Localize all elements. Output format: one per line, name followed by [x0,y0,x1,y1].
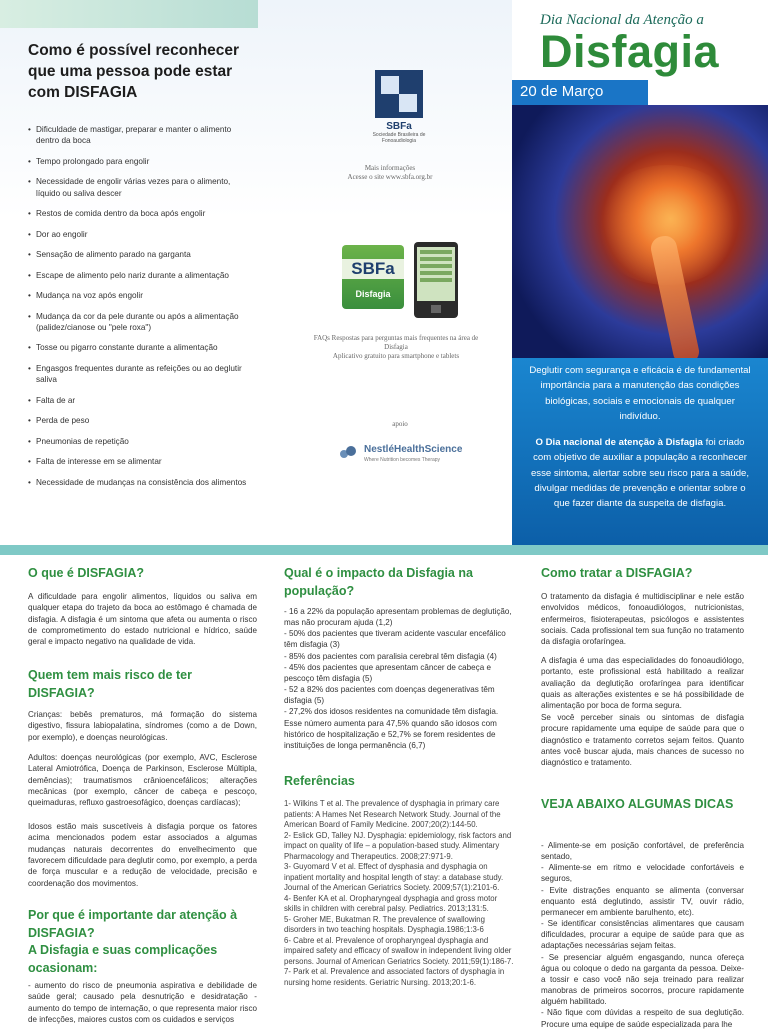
symptom-item: • Dificuldade de mastigar, preparar e manter o alimento dentro da boca [28,124,248,147]
aplicativo-text: Aplicativo gratuito para smartphone e tablets [332,352,460,361]
symptoms-list [28,124,248,497]
idosos-paragraph: Idosos estão mais suscetíveis à disfagia porque os fatores acima mencionados podem estar associados a algumas mudanças naturais decorrentes do envelhecimento que favorecem dificuldade para deglutir como, por exemplo, a perda de força muscular e a redução de velocidade, precisão e coordenação dos movimentos. [28,822,258,888]
symptom-item: • Necessidade de engolir várias vezes para o alimento, líquido ou saliva descer [28,176,248,199]
por-que-heading-line2: A Disfagia e suas complicações ocasionam: [28,943,218,975]
symptom-item: • Pneumonias de repetição [28,436,248,447]
dica-item: - Não fique com dúvidas a respeito de sua deglutição. Procure uma equipe de saúde especializada para lhe [541,1008,744,1029]
smartphone-icon [414,242,458,318]
mais-informacoes [320,164,460,182]
como-tratar-heading: Como tratar a DISFAGIA? [541,566,693,580]
o-que-e-heading: O que é DISFAGIA? [28,566,144,580]
impacto-item: - 27,2% dos idosos residentes na comunidade têm disfagia. Esse número aumenta para 47,5% quando são idosos com histórico de hospitalização e 52,7% se forem residentes de instituições de longa permanência (6,7) [284,707,499,750]
nestle-bird-icon [338,444,358,460]
impacto-item: - 52 a 82% dos pacientes com doenças degenerativas têm disfagia (5) [284,685,495,706]
referencias-heading: Referências [284,774,355,788]
impacto-item: - 50% dos pacientes que tiveram acidente vascular encefálico têm disfagia (3) [284,629,506,650]
symptom-item: • Restos de comida dentro da boca após engolir [28,208,248,219]
referencia-item: 1- Wilkins T et al. The prevalence of dysphagia in primary care patients: A Hames Net Research Network Study. Journal of the American Board of Family Medicine. 2007;20(2):144-50. [284,799,501,830]
por-que-heading [28,907,257,977]
app-subtitle: Disfagia [355,289,391,299]
col2-top-bar [256,545,512,555]
faqs-text: FAQs Respostas para perguntas mais frequentes na área de Disfagia [313,334,479,352]
mais-info-label: Mais informações [364,164,416,172]
veja-dicas-heading: VEJA ABAIXO ALGUMAS DICAS [541,797,734,811]
symptom-item: • Engasgos frequentes durante as refeições ou ao deglutir saliva [28,363,248,386]
referencia-item: 4- Benfer KA et al. Oropharyngeal dysphagia and gross motor skills in children with cerebral palsy. Pediatrics. 2013;131:5. [284,893,498,914]
deglutir-paragraph: Deglutir com segurança e eficácia é de fundamental importância para a manutenção das condições biológicas, sociais e emocionais de qualquer indivíduo. [529,365,751,423]
symptom-item: • Falta de ar [28,395,248,406]
col1-top-bar [0,545,256,555]
o-que-e-paragraph: A dificuldade para engolir alimentos, líquidos ou saliva em qualquer etapa do trajeto da boca ao estômago é chamada de disfagia. A disfagia é um sintoma que afeta ou aumenta o risco de comprometimento do estado nutricional e hídrico, saúde geral e impacto negativo na qualidade de vida. [28,592,257,647]
impacto-heading: Qual é o impacto da Disfagia na população? [284,566,473,598]
impacto-item: - 16 a 22% da população apresentam problemas de deglutição, mas não procuram ajuda (1,2) [284,607,512,628]
app-icon [342,245,404,309]
quem-tem-heading: Quem tem mais risco de ter DISFAGIA? [28,668,192,700]
dicas-list [541,840,744,1030]
throat-xray-illustration [512,105,768,358]
nestle-tagline: Where Nutrition becomes Therapy [364,457,441,463]
logo-name: SBFa [386,121,412,132]
adultos-paragraph: Adultos: doenças neurológicas (por exemplo, AVC, Esclerose Lateral Amiotrófica, Doença de Parkinson, Esclerose Múltipla, demências); traumatismos crânioencefálicos; alterações mecânicas (por exemplo, câncer de cabeça e pescoço, queimaduras, refluxo gastroesofágico, doenças cardíacas); [28,753,257,808]
referencia-item: 6- Cabre et al. Prevalence of oropharyngeal dysphagia and impaired safety and efficacy of swallow in independent living older persons. Journal of American Geriatrics Society. 2011;59(1):186-7. [284,935,514,966]
logo-subtitle: Sociedade Brasileira de Fonoaudiologia [372,132,426,144]
dica-item: - Se identificar consistências alimentares que causam dificuldades, procurar a equipe de saúde para que as adaptações necessárias sejam feitas. [541,919,744,951]
faqs-info [306,334,486,361]
referencia-item: 7- Park et al. Prevalence and associated factors of dysphagia in nursing home residents. Geriatric Nursing. 2013;20:1-6. [284,967,505,987]
dia-nacional-paragraph [528,435,752,512]
referencias-list [284,799,514,988]
symptom-item: • Falta de interesse em se alimentar [28,456,248,467]
dica-item: - Se presenciar alguém engasgando, nunca ofereça água ou coloque o dedo na garganta da pessoa. Deixe-a tossir e caso você não seja treinado para realizar manobras de primeiros socorros, procure rapidamente alguém habilitado. [541,952,744,1007]
symptom-item: • Sensação de alimento parado na garganta [28,249,248,260]
col3-top-bar [512,545,768,555]
referencia-item: 5- Groher ME, Bukatman R. The prevalence of swallowing disorders in two teaching hospitals. Dysphagia.1986;1:3-6 [284,914,485,935]
sbfa-logo [363,70,435,144]
tratar-paragraph-1: O tratamento da disfagia é multidisciplinar e nele estão envolvidos médicos, fonoaudiólogos, nutricionistas, enfermeiros, fisioterapeutas, psicólogos e assistentes sociais. Cada profissional tem sua função no tratamento da disfagia orofaríngea. [541,592,744,647]
acesse-site-link[interactable]: Acesse o site www.sbfa.org.br [347,173,433,182]
dia-nacional-text: foi criado com objetivo de auxiliar a população a reconhecer esse sintoma, alertar sobre seu risco para a saúde, divulgar medidas de prevenção e orientar sobre o que fazer diante da suspeita de disfagia. [530,437,750,510]
dica-item: - Evite distrações enquanto se alimenta (conversar enquanto está deglutindo, assistir TV, ouvir rádio, permanecer em ambiente barulhento, etc). [541,885,744,917]
app-title: SBFa [342,259,404,279]
symptom-item: • Tempo prolongado para engolir [28,156,248,167]
dia-nacional-title: Dia Nacional da Atenção a [540,12,704,28]
impacto-list [284,606,514,751]
tratar-paragraph-3: Se você perceber sinais ou sintomas de disfagia procure rapidamente uma equipe de saúde para que o diagnóstico e tratamento corretos sejam feitos. Quanto antes você buscar ajuda, mais chances de sucesso no diagnóstico e tratamento. [541,713,744,768]
impacto-item: - 85% dos pacientes com paralisia cerebral têm disfagia (4) [284,651,497,661]
apoio-label: apoio [392,420,408,428]
disfagia-title: Disfagia [540,26,720,77]
symptom-item: • Mudança na voz após engolir [28,290,248,301]
dica-item: - Alimente-se em posição confortável, de preferência sentado, [541,841,744,862]
reconhecer-heading: Como é possível reconhecer que uma pessoa pode estar com DISFAGIA [28,42,240,102]
symptom-item: • Tosse ou pigarro constante durante a alimentação [28,342,248,353]
criancas-paragraph: Crianças: bebês prematuros, má formação do sistema digestivo, fissura labiopalatina, síndromes (como a de Down, por exemplo), e doenças neurológicas. [28,710,257,742]
impacto-item: - 45% dos pacientes que apresentam câncer de cabeça e pescoço têm disfagia (5) [284,662,491,683]
symptom-item: • Escape de alimento pelo nariz durante a alimentação [28,270,248,281]
sbfa-logo-icon [375,70,423,118]
referencia-item: 2- Eslick GD, Talley NJ. Dysphagia: epidemiology, risk factors and impact on quality of life – a population-based study. Alimentary Pharmacology and Therapeutics. 2008;27:971-9. [284,830,512,861]
top-decorative-stripe [0,0,258,28]
dia-nacional-bold: O Dia nacional de atenção à Disfagia [535,437,703,448]
date-label: 20 de Março [520,83,604,100]
dica-item: - Alimente-se em ritmo e velocidade confortáveis e seguros, [541,863,744,884]
symptom-item: • Dor ao engolir [28,229,248,240]
por-que-heading-line1: Por que é importante dar atenção à DISFAGIA? [28,908,238,940]
nestle-name: NestléHealthScience [364,444,463,455]
symptom-item: • Perda de peso [28,415,248,426]
tratar-paragraph-2: A disfagia é uma das especialidades do fonoaudiólogo, portanto, este profissional está habilitado a realizar avaliação da deglutição orofaríngea para identificar quais as alterações existentes e se há possibilidade de alimentação por boca de forma segura. [541,656,744,711]
symptom-item: • Necessidade de mudanças na consistência dos alimentos [28,477,248,488]
symptom-item: • Mudança da cor da pele durante ou após a alimentação (palidez/cianose ou "pele roxa") [28,311,248,334]
complicacoes-paragraph: - aumento do risco de pneumonia aspirativa e debilidade de saúde geral; causado pela desnutrição e desidratação - aumento do tempo de internação, o que representa maior risco de infecções, maiores custos com os cuidados e serviços [28,981,257,1024]
referencia-item: 3- Guyomard V et al. Effect of dysphasia and dysphagia on inpatient mortality and hospital length of stay: a database study. Journal of the American Geriatrics Society. 2009;57(1):2101-6. [284,862,504,893]
